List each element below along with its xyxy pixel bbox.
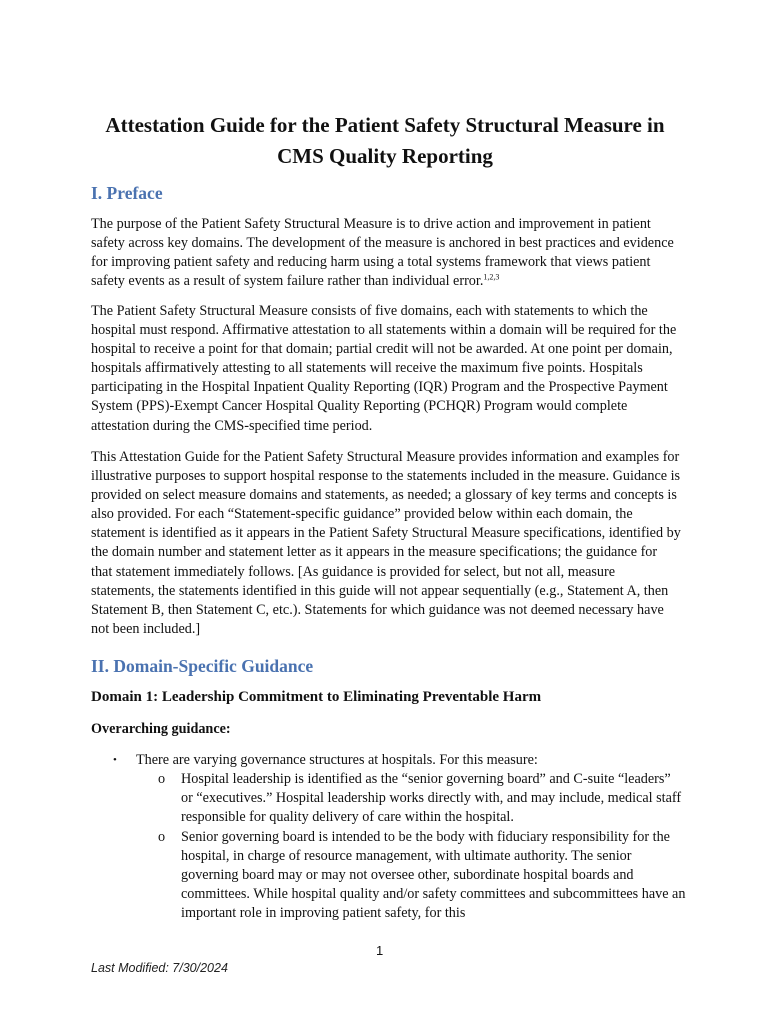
sub-bullet-icon: o xyxy=(158,771,166,787)
document-title xyxy=(60,110,710,172)
domain-guidance-heading: II. Domain-Specific Guidance xyxy=(91,656,314,676)
bullet-icon: • xyxy=(113,754,117,766)
title-line-1: Attestation Guide for the Patient Safety Structural Measure in xyxy=(105,113,665,137)
sub-bullet-icon: o xyxy=(158,829,166,845)
title-line-2: CMS Quality Reporting xyxy=(277,144,493,168)
preface-paragraph-2: The Patient Safety Structural Measure consists of five domains, each with statements to which the hospital must respond. Affirmative attestation to all statements within a domain will be required for the hospital to receive a point for that domain; partial credit will not be awarded. At one point per domain, hospitals affirmatively attesting to all statements will receive the maximum five points. Hospitals participating in the Hospital Inpatient Quality Reporting (IQR) Program and the Prospective Payment System (PPS)-Exempt Cancer Hospital Quality Reporting (PCHQR) Program would complete attestation during the CMS-specified time period. xyxy=(91,303,677,434)
footnote-references[interactable]: 1,2,3 xyxy=(483,272,500,282)
sub-item-text: Senior governing board is intended to be the body with fiduciary responsibility for the hospital, in charge of resource management, with ultimate authority. The senior governing board may or may not oversee other, subordinate hospital boards and committees. While hospital quality and/or safety committees and subcommittees have an important role in improving patient safety, for this xyxy=(181,829,686,922)
overarching-guidance-label: Overarching guidance: xyxy=(91,721,231,737)
last-modified-footer: Last Modified: 7/30/2024 xyxy=(91,961,228,975)
bullet-item-text: There are varying governance structures at hospitals. For this measure: xyxy=(136,752,538,768)
sub-item-text: Hospital leadership is identified as the “senior governing board” and C-suite “leaders” or “executives.” Hospital leadership works directly with, and may include, medical staff responsible for quality delivery of care within the hospital. xyxy=(181,771,682,826)
preface-heading: I. Preface xyxy=(91,183,163,203)
paragraph-1-text: The purpose of the Patient Safety Structural Measure is to drive action and improvement in patient safety across key domains. The development of the measure is anchored in best practices and evidence for improving patient safety and reducing harm using a total systems framework that views patient safety events as a result of system failure rather than individual error. xyxy=(91,216,674,290)
preface-paragraph-3: This Attestation Guide for the Patient Safety Structural Measure provides information and examples for illustrative purposes to support hospital response to the statements included in the measure. Guidance is provided on select measure domains and statements, as needed; a glossary of key terms and concepts is also provided. For each “Statement-specific guidance” provided below within each domain, the statement is identified as it appears in the Patient Safety Structural Measure specifications, identified by the domain number and statement letter as it appears in the measure specifications; the guidance for that statement immediately follows. [As guidance is provided for select, but not all, measure statements, the statements identified in this guide will not appear sequentially (e.g., Statement A, then Statement B, then Statement C, etc.). Statements for which guidance was not deemed necessary have not been included.] xyxy=(91,449,681,637)
preface-paragraph-1 xyxy=(91,215,681,291)
page-number: 1 xyxy=(376,943,384,958)
domain-1-heading: Domain 1: Leadership Commitment to Eliminating Preventable Harm xyxy=(91,689,542,705)
